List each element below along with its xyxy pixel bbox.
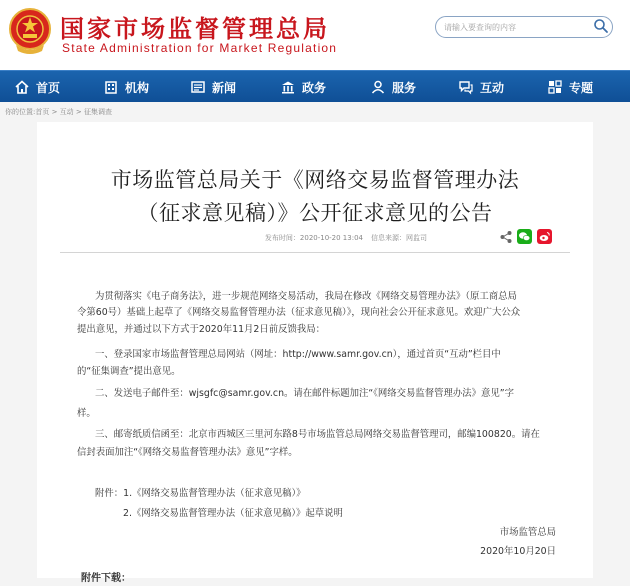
nav-item-organization[interactable] (103, 71, 149, 103)
signature-org: 市场监管总局 (499, 527, 556, 538)
site-title[interactable]: 国家市场监督管理总局 (60, 15, 330, 43)
title-divider (60, 252, 570, 253)
body-paragraph-line: 令第60号）基础上起草了《网络交易监督管理办法（征求意见稿）》，现向社会公开征求意见。欢迎广大公众 (77, 307, 521, 318)
nav-item-home[interactable] (14, 71, 60, 103)
breadcrumb (5, 107, 112, 119)
breadcrumb-prefix: 你的位置: (5, 108, 36, 116)
attachment-download-heading: 附件下载： (81, 573, 131, 584)
signature-date: 2020年10月20日 (480, 546, 556, 557)
home-icon (14, 79, 30, 95)
nav-item-topics[interactable] (547, 71, 593, 103)
breadcrumb-separator: > (73, 108, 85, 116)
article-title-line1: 市场监管总局关于《网络交易监督管理办法 (110, 168, 520, 192)
nav-label: 专题 (569, 80, 594, 95)
site-subtitle: State Administration for Market Regulation (62, 41, 338, 55)
wechat-icon (517, 229, 532, 244)
nav-label: 新闻 (212, 80, 237, 95)
nav-item-news[interactable] (190, 71, 236, 103)
wechat-share-button[interactable] (517, 229, 532, 244)
building-icon (103, 79, 119, 95)
body-paragraph-line: 的“征集调查”提出意见。 (77, 366, 181, 377)
search-icon (593, 18, 609, 34)
news-icon (190, 79, 206, 95)
article-title-line2: （征求意见稿）》公开征求意见的公告 (137, 201, 493, 225)
weibo-icon (537, 229, 552, 244)
nav-label: 机构 (125, 80, 150, 95)
search-button[interactable] (592, 18, 610, 36)
attachment-item[interactable]: 2.《网络交易监督管理办法（征求意见稿）》起草说明 (123, 508, 343, 519)
breadcrumb-link-home[interactable]: 首页 (35, 108, 50, 116)
body-paragraph-line: 二、发送电子邮件至：wjsgfc@samr.gov.cn。请在邮件标题加注“《网络交易监督管理办法》意见”字 (95, 388, 515, 399)
publish-date: 发布时间：2020-10-20 13:04 (264, 234, 363, 242)
body-paragraph-line: 为贯彻落实《电子商务法》，进一步规范网络交易活动，我局在修改《网络交易管理办法》（原工商总局 (95, 291, 517, 302)
attachment-item[interactable]: 附件：1.《网络交易监督管理办法（征求意见稿）》 (95, 488, 306, 499)
nav-label: 服务 (392, 80, 417, 95)
nav-item-interaction[interactable] (458, 71, 504, 103)
weibo-share-button[interactable] (537, 229, 552, 244)
article-meta (37, 233, 427, 243)
nav-item-services[interactable] (370, 71, 416, 103)
body-paragraph-line: 信封表面加注“《网络交易监督管理办法》意见”字样。 (77, 447, 298, 458)
search-box (435, 16, 613, 38)
government-icon (280, 79, 296, 95)
breadcrumb-link-interaction[interactable]: 互动 (59, 108, 74, 116)
share-icon[interactable] (499, 230, 513, 244)
body-paragraph-line: 提出意见，并通过以下方式于2020年11月2日前反馈我局： (77, 324, 326, 335)
national-emblem-icon[interactable] (8, 7, 52, 55)
site-header (0, 0, 630, 70)
service-icon (370, 79, 386, 95)
nav-label: 政务 (302, 80, 327, 95)
article-panel (37, 122, 593, 584)
body-paragraph-line: 一、登录国家市场监督管理总局网站（网址：http://www.samr.gov.cn），通过首页“互动”栏目中 (95, 349, 501, 360)
breadcrumb-link-survey[interactable]: 征集调查 (84, 108, 113, 116)
nav-item-government-affairs[interactable] (280, 71, 326, 103)
topic-icon (547, 79, 563, 95)
breadcrumb-separator: > (49, 108, 60, 116)
body-paragraph-line: 三、邮寄纸质信函至：北京市西城区三里河东路8号市场监管总局网络交易监督管理司，邮编100820。请在 (95, 429, 540, 440)
nav-label: 互动 (480, 80, 505, 95)
body-paragraph-line: 样。 (77, 408, 96, 419)
interact-icon (458, 79, 474, 95)
nav-label: 首页 (36, 80, 61, 95)
main-nav (0, 70, 630, 102)
info-source: 信息来源：网监司 (371, 234, 427, 242)
search-input[interactable] (444, 19, 584, 35)
